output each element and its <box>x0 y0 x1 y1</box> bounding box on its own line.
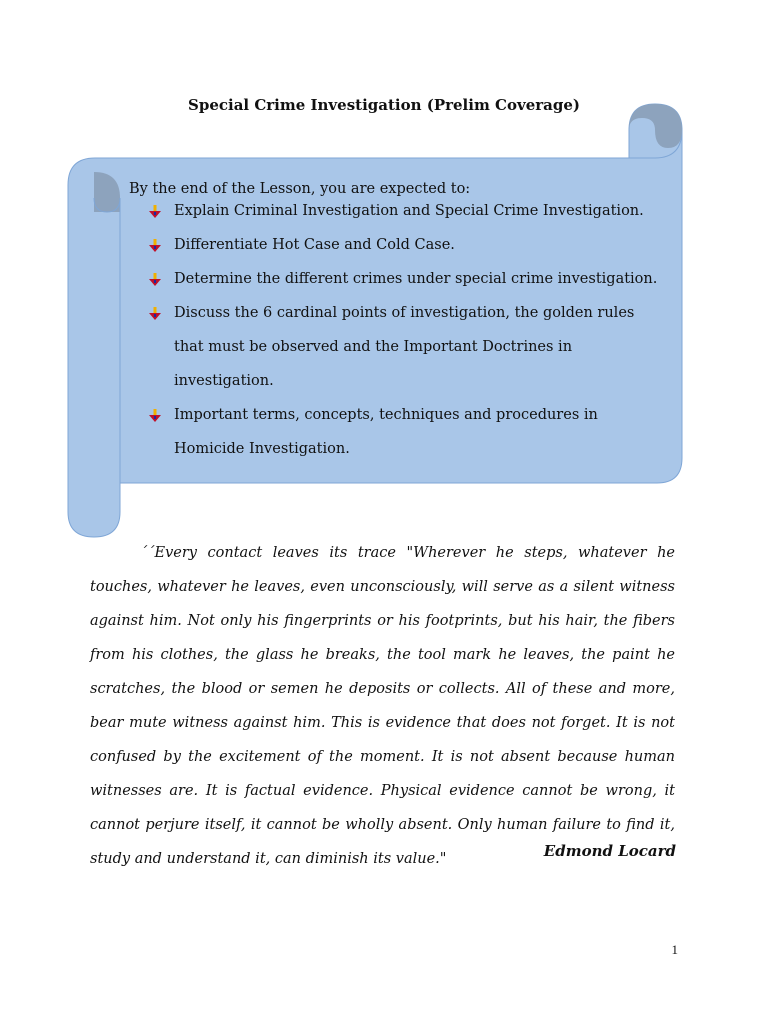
objective-line: Discuss the 6 cardinal points of investigation, the golden rules <box>174 305 635 321</box>
objective-item <box>129 269 674 303</box>
objective-line: that must be observed and the Important Doctrines in <box>174 339 573 355</box>
down-arrow-bullet-icon <box>149 239 161 253</box>
document-title: Special Crime Investigation (Prelim Coverage) <box>188 96 580 114</box>
objective-line: Differentiate Hot Case and Cold Case. <box>174 237 455 253</box>
down-arrow-bullet-icon <box>149 307 161 321</box>
objective-item <box>129 201 674 235</box>
objective-line: Homicide Investigation. <box>174 441 350 457</box>
learning-objectives <box>129 179 674 473</box>
locard-quote: ´´Every contact leaves its trace "Wherever he steps, whatever he touches, whatever he leaves, even unconsciously, will serve as a silent witness against him. Not only his fingerprints or his footprints, but his hair, the fibers from his clothes, the glass he breaks, the tool mark he leaves, the paint he scratches, the blood or semen he deposits or collects. All of these and more, bear mute witness against him. This is evidence that does not forget. It is not confused by the excitement of the moment. It is not absent because human witnesses are. It is factual evidence. Physical evidence cannot be wrong, it cannot perjure itself, it cannot be wholly absent. Only human failure to find it, study and understand it, can diminish its value." <box>90 545 675 867</box>
objective-line: investigation. <box>174 373 274 389</box>
objective-item <box>129 235 674 269</box>
down-arrow-bullet-icon <box>149 205 161 219</box>
objective-item <box>129 303 674 405</box>
objective-line: Important terms, concepts, techniques and procedures in <box>174 407 598 423</box>
down-arrow-bullet-icon <box>149 409 161 423</box>
objectives-intro: By the end of the Lesson, you are expected to: <box>129 181 471 197</box>
quote-author: Edmond Locard <box>543 842 676 860</box>
page-number: 1 <box>671 942 678 957</box>
objective-line: Explain Criminal Investigation and Special Crime Investigation. <box>174 203 644 219</box>
objective-item <box>129 405 674 473</box>
objectives-list <box>129 201 674 473</box>
objective-line: Determine the different crimes under special crime investigation. <box>174 271 658 287</box>
down-arrow-bullet-icon <box>149 273 161 287</box>
